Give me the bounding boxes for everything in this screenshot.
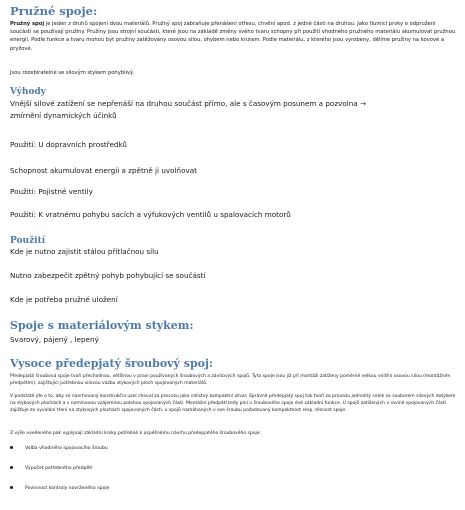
- bolt-paragraph-2: V podstatě jde o to, aby se navrhovaný konstrukční uzel choval za provozu jako celistvý kompaktní útvar. Správně předepjatý spoj tak tvoří za provozu jednolitý celek se souborem silových dotykem na stykových plochách a s nominovou vzájemnou polohou spojovaných částí. Montážní předpětí tedy plní u šroubového spoje dvě základní funkce. U spojů zatížených v rovině spojovaných částí zajišťuje za vyvolání tření na stykových plochách spojovaných částí, u spojů namáhaných v ose šroubu požadovaný kompaktnost resp. těsnost spoje.: [10, 394, 456, 414]
- advantage-energy: Schopnost akumulovat energii a zpětně ji uvolňovat: [10, 166, 197, 175]
- advantage-line-1: Vnější silové zatížení se nepřenáší na druhou součást přímo, ale s časovým posunem a pozvolna →: [10, 99, 367, 108]
- intro-lead: Pružný spoj: [10, 21, 45, 27]
- bullet-icon: [10, 466, 13, 469]
- use-line-2: Použití: Pojistné ventily: [10, 187, 93, 196]
- use-line-3: Použití: K vratnému pohybu sacích a výfukových ventilů u spalovacích motorů: [10, 210, 291, 219]
- heading-prestressed-bolt: Vysoce předepjatý šroubový spoj:: [10, 357, 214, 370]
- list-item: [10, 485, 110, 492]
- bolt-paragraph-1: Předepjatá šroubová spoje tvoří přechodnou, většinou v praxi používaných šroubových a závitových spojů. Tyto spoje jsou již při montáži zatíženy poměrně velkou vnitřní osovou silou (montážním předpětím), zajišťující potřebnou silovou vazbu stykových ploch spojovaných materiálů.: [10, 374, 451, 387]
- bullet-text: Volba vhodného spojovacího šroubu: [25, 446, 108, 451]
- heading-pouziti: Použití: [10, 236, 46, 246]
- bullet-icon: [10, 446, 13, 449]
- heading-material-joints: Spoje s materiálovým stykem:: [10, 319, 194, 332]
- usage-item-3: Kde je potřeba pružné uložení: [10, 295, 118, 304]
- connection-type-paragraph: Jsou rozebíratelné se silovým stykem pohyblivý.: [10, 70, 135, 76]
- usage-item-2: Nutno zabezpečit zpětný pohyb pohybující se součásti: [10, 271, 206, 280]
- material-joint-types: Svarový, pájený , lepený: [10, 335, 99, 344]
- bolt-paragraph-3: Z výše uvedeného pak vyplývají základní kroky potřebné k úspěšnému návrhu předepjatého šroubového spoje:: [10, 431, 261, 436]
- use-line-1: Použití: U dopravních prostředků: [10, 140, 127, 149]
- bullet-text: Povinnost kontroly navrženého spoje: [25, 486, 110, 491]
- intro-paragraph: [10, 20, 458, 53]
- usage-item-1: Kde je nutno zajistit stálou přítlačnou sílu: [10, 247, 159, 256]
- list-item: [10, 445, 108, 452]
- intro-rest: je jeden z druhů spojení dvou materiálů. Pružný spoj zabraňuje přenášení otřesu, chvění apod. z jedné části na druhou. Jako tlumicí prvky o odpružení součástí se používají pružiny. Pružiny jsou strojní součásti, které jsou na základě změny svého tvaru schopny při použití vhodného pružného materiálu akumulovat pružnou energii. Podle funkce a tvaru mohou být pružiny zatěžovány osovou silou, ohybem nebo krutem. Podle materiálu, z kterého jsou vyrobeny, dělíme pružiny na kovové a pryžové.: [10, 21, 456, 52]
- advantage-line-2: zmírnění dynamických účinků: [10, 111, 117, 120]
- bullet-text: Výpočet potřebného předpětí: [25, 466, 93, 471]
- list-item: [10, 465, 92, 472]
- heading-pruzne-spoje: Pružné spoje:: [10, 4, 98, 18]
- heading-vyhody: Výhody: [10, 87, 46, 97]
- bullet-icon: [10, 486, 13, 489]
